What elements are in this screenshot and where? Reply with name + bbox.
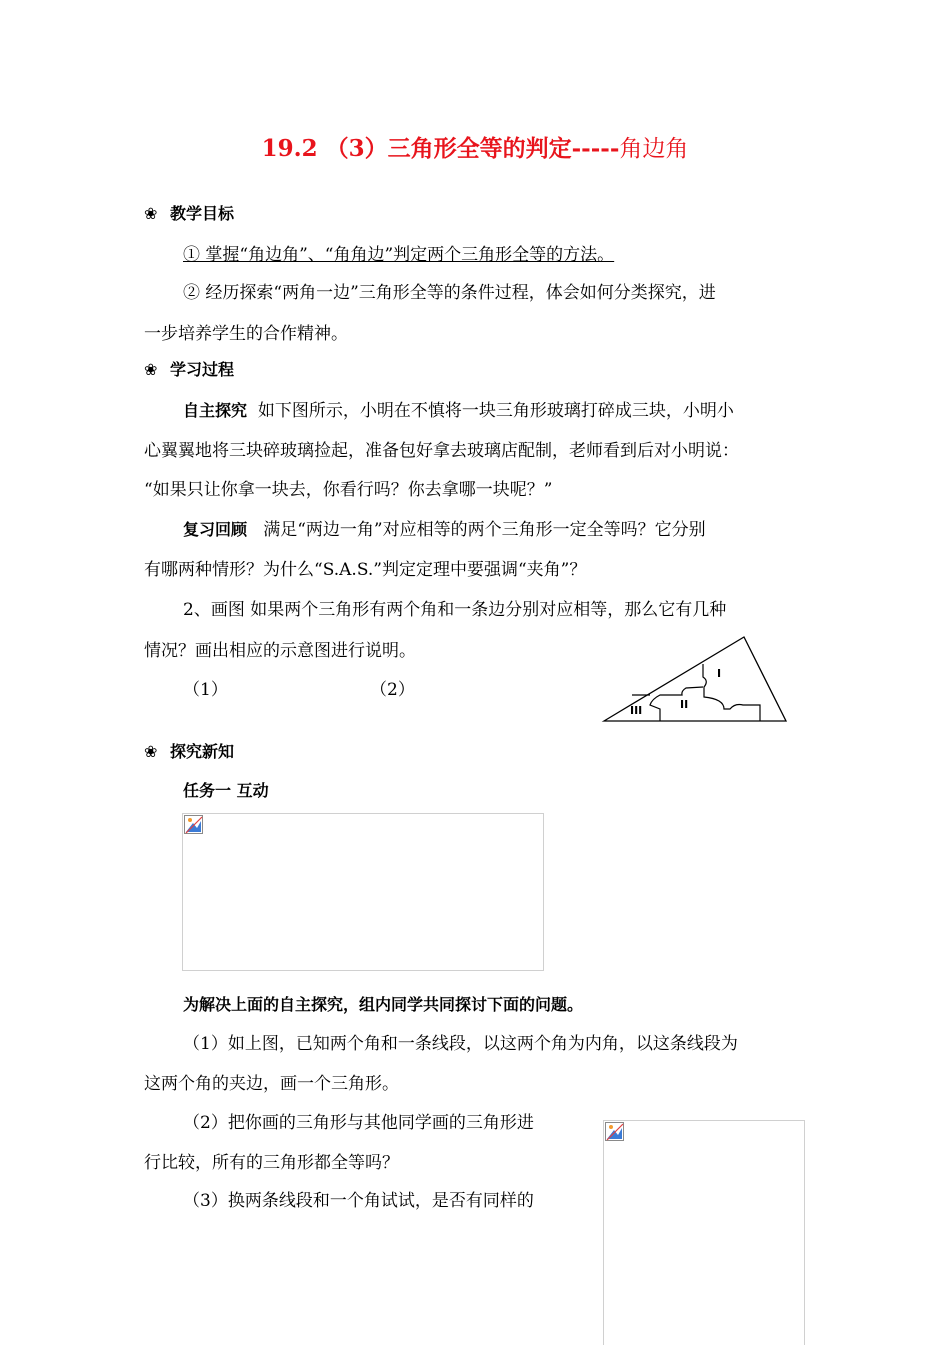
piece-label-3: III xyxy=(630,704,643,717)
goals-heading-text: 教学目标 xyxy=(170,204,235,223)
flower-bullet-icon: ❀ xyxy=(144,742,158,761)
explore-paragraph-line1 xyxy=(183,396,734,421)
goal-item-1: ① 掌握“角边角”、“角角边”判定两个三角形全等的方法。 xyxy=(183,245,615,265)
broken-image-icon xyxy=(605,1122,625,1142)
new-knowledge-heading-text: 探究新知 xyxy=(170,742,235,761)
case-1-label: （1） xyxy=(183,680,228,700)
page-title xyxy=(0,133,950,165)
draw-paragraph-line1: 2、画图 如果两个三角形有两个角和一条边分别对应相等，那么它有几种 xyxy=(183,600,727,620)
crack-line-1 xyxy=(703,664,760,721)
title-main: 19.2 （3）三角形全等的判定----- xyxy=(261,135,620,162)
broken-image-icon xyxy=(184,815,204,835)
question-2-line1: （2）把你画的三角形与其他同学画的三角形进 xyxy=(183,1113,534,1133)
flower-bullet-icon: ❀ xyxy=(144,204,158,223)
explore-paragraph-line2: 心翼翼地将三块碎玻璃捡起，准备包好拿去玻璃店配制，老师看到后对小明说： xyxy=(144,441,739,461)
discussion-intro: 为解决上面的自主探究，组内同学共同探讨下面的问题。 xyxy=(183,995,584,1014)
crack-line-2 xyxy=(650,687,703,721)
goal-item-2-line1: ② 经历探索“两角一边”三角形全等的条件过程，体会如何分类探究，进 xyxy=(183,283,716,303)
section-goals-heading xyxy=(144,201,234,224)
question-1-line2: 这两个角的夹边，画一个三角形。 xyxy=(144,1074,399,1094)
draw-paragraph-line2: 情况？画出相应的示意图进行说明。 xyxy=(144,641,416,661)
piece-label-2: II xyxy=(680,698,689,711)
review-text-1: 满足“两边一角”对应相等的两个三角形一定全等吗？它分别 xyxy=(263,520,706,540)
piece-label-1: I xyxy=(717,667,722,680)
task-1-heading: 任务一 互动 xyxy=(183,781,269,800)
image-placeholder-interactive xyxy=(182,813,544,971)
title-tail: 角边角 xyxy=(619,136,689,162)
review-paragraph-line2: 有哪两种情形？为什么“S.A.S.”判定定理中要强调“夹角”？ xyxy=(144,560,587,580)
broken-triangle-figure xyxy=(600,633,790,723)
section-new-knowledge-heading xyxy=(144,739,234,762)
question-1-line1: （1）如上图，已知两个角和一条线段，以这两个角为内角，以这条线段为 xyxy=(183,1034,738,1054)
flower-bullet-icon: ❀ xyxy=(144,360,158,379)
question-3-line1: （3）换两条线段和一个角试试，是否有同样的 xyxy=(183,1191,534,1211)
explore-label: 自主探究 xyxy=(183,401,248,420)
image-placeholder-side xyxy=(603,1120,805,1345)
goal-item-2-line2: 一步培养学生的合作精神。 xyxy=(144,324,348,344)
question-2-line2: 行比较，所有的三角形都全等吗？ xyxy=(144,1153,399,1173)
explore-paragraph-line3: “如果只让你拿一块去，你看行吗？你去拿哪一块呢？” xyxy=(144,480,553,500)
case-2-label: （2） xyxy=(370,680,415,700)
review-label: 复习回顾 xyxy=(183,520,248,539)
process-heading-text: 学习过程 xyxy=(170,360,235,379)
review-paragraph-line1 xyxy=(183,515,706,540)
explore-text-1: 如下图所示，小明在不慎将一块三角形玻璃打碎成三块，小明小 xyxy=(257,401,734,421)
section-process-heading xyxy=(144,357,234,380)
